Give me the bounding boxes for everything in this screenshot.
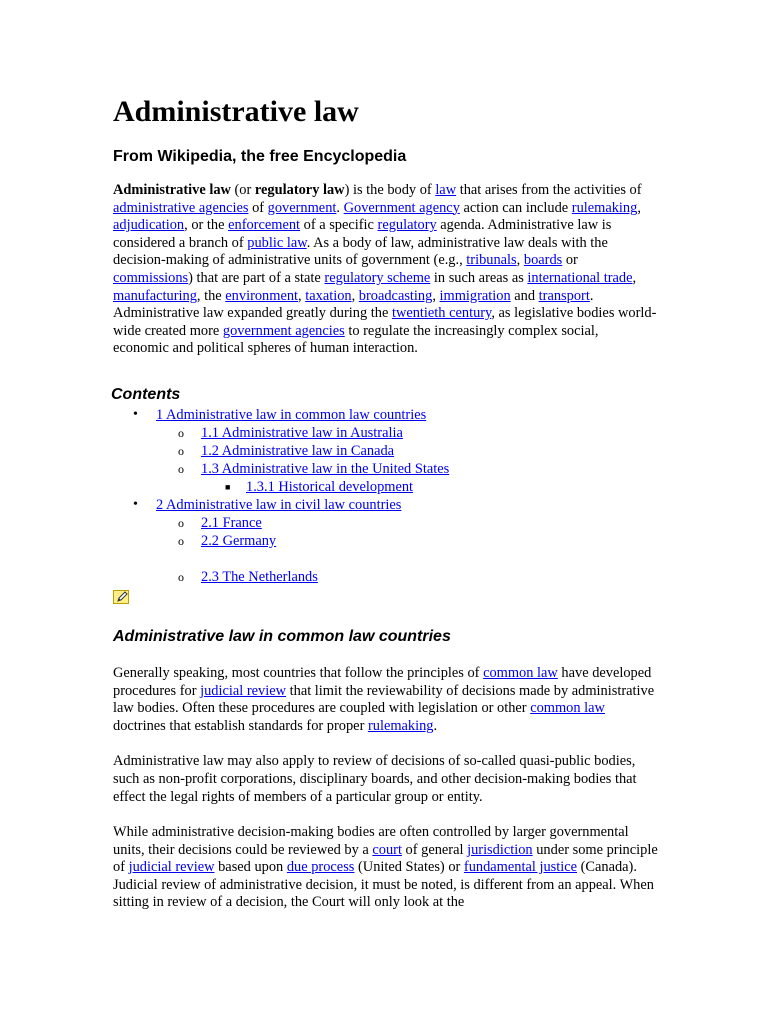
link-common-law[interactable]: common law	[530, 700, 605, 717]
bullet-circle-icon: o	[178, 461, 184, 476]
intro-text: , the	[196, 287, 226, 304]
link-judicial-review[interactable]: judicial review	[128, 859, 215, 876]
toc-link-1-3[interactable]: 1.3 Administrative law in the United States	[201, 460, 450, 477]
link-taxation[interactable]: taxation	[305, 287, 352, 304]
bullet-circle-icon: o	[178, 443, 184, 458]
toc-link-2-2[interactable]: 2.2 Germany	[201, 532, 277, 549]
link-rulemaking[interactable]: rulemaking	[367, 717, 434, 734]
toc-link-1-3-1[interactable]: 1.3.1 Historical development	[246, 478, 414, 495]
link-adjudication[interactable]: adjudication	[113, 217, 185, 234]
toc-link-2-1[interactable]: 2.1 France	[201, 514, 262, 531]
intro-text: ) is the body of	[344, 182, 436, 198]
section1-paragraph-2: Administrative law may also apply to review of decisions of so-called quasi-public bodies, such as non-profit corporations, disciplinary boards, and other decision-making bodies that effect the legal rights of members of a particular group or entity.	[113, 753, 637, 805]
intro-paragraph	[113, 182, 658, 358]
intro-text: . As a body of law, administrative law deals with the decision-making of administrative units of government (e.g.,	[113, 234, 608, 269]
link-broadcasting[interactable]: broadcasting	[358, 287, 433, 304]
intro-text: ,	[637, 199, 641, 216]
intro-text: or	[562, 252, 578, 269]
link-regulatory-scheme[interactable]: regulatory scheme	[324, 269, 431, 286]
page-title: Administrative law	[113, 95, 359, 128]
article-body	[113, 93, 658, 912]
bullet-circle-icon: o	[178, 533, 184, 548]
page-subtitle: From Wikipedia, the free Encyclopedia	[113, 148, 407, 165]
link-jurisdiction[interactable]: jurisdiction	[467, 841, 533, 858]
link-rulemaking[interactable]: rulemaking	[571, 199, 638, 216]
intro-text: agenda. Administrative law is considered a branch of	[113, 217, 612, 251]
intro-text: ,	[351, 287, 359, 304]
link-public-law[interactable]: public law	[247, 234, 307, 251]
intro-text: and	[510, 287, 539, 304]
link-due-process[interactable]: due process	[286, 859, 355, 876]
link-twentieth-century[interactable]: twentieth century	[391, 305, 492, 322]
link-boards[interactable]: boards	[523, 252, 563, 269]
section1-paragraph-3	[113, 824, 658, 912]
bullet-square-icon: ■	[225, 481, 231, 492]
bullet-disc-icon: •	[133, 496, 138, 512]
bullet-circle-icon: o	[178, 425, 184, 440]
link-transport[interactable]: transport	[538, 287, 590, 304]
para-text: that limit the reviewability of decisions made by administrative law bodies. Often these procedures are coupled with legislation or other	[113, 682, 655, 717]
para-text: (Canada). Judicial review of administrative decision, it must be noted, is different from an appeal. When sitting in review of a decision, the Court will only look at the	[113, 859, 654, 911]
para-text: have developed procedures for	[113, 664, 652, 699]
intro-text: action can include	[459, 199, 572, 216]
intro-bold-term: regulatory law	[254, 182, 345, 198]
link-manufacturing[interactable]: manufacturing	[113, 287, 197, 304]
toc-link-1[interactable]: 1 Administrative law in common law countries	[156, 406, 427, 423]
link-government-agencies[interactable]: government agencies	[222, 322, 345, 339]
link-regulatory[interactable]: regulatory	[377, 217, 437, 234]
link-international-trade[interactable]: international trade	[527, 269, 633, 286]
intro-text: of	[248, 199, 268, 216]
link-fundamental-justice[interactable]: fundamental justice	[463, 859, 578, 876]
intro-text: in such areas as	[430, 269, 528, 286]
toc-item	[113, 478, 658, 496]
toc-spacer	[113, 550, 658, 568]
intro-text: , as legislative bodies world-wide created more	[113, 305, 657, 339]
link-common-law[interactable]: common law	[483, 664, 558, 681]
para-text: under some principle of	[113, 841, 658, 876]
intro-text: that arises from the activities of	[456, 182, 642, 198]
toc-item	[113, 568, 658, 586]
para-text: Generally speaking, most countries that follow the principles of	[113, 664, 484, 681]
intro-text: . Administrative law expanded greatly during the	[113, 287, 594, 322]
link-enforcement[interactable]: enforcement	[228, 217, 301, 234]
intro-text: to regulate the increasingly complex social, economic and political spheres of human interaction.	[113, 322, 599, 357]
table-of-contents	[113, 406, 658, 586]
para-text: .	[433, 717, 438, 734]
intro-text: ,	[632, 269, 637, 286]
intro-text: , or the	[184, 217, 229, 234]
para-text: While administrative decision-making bodies are often controlled by larger governmental units, their decisions could be reviewed by a	[113, 824, 629, 858]
toc-item	[113, 514, 658, 532]
para-text: (United States) or	[354, 859, 464, 876]
toc-link-1-2[interactable]: 1.2 Administrative law in Canada	[201, 442, 395, 459]
link-government-agency[interactable]: Government agency	[343, 199, 460, 216]
edit-pencil-icon[interactable]	[113, 590, 129, 604]
link-law[interactable]: law	[435, 182, 457, 198]
bullet-disc-icon: •	[133, 406, 138, 422]
para-text: based upon	[214, 859, 287, 876]
bullet-circle-icon: o	[178, 569, 184, 584]
link-government[interactable]: government	[267, 199, 337, 216]
toc-item	[113, 460, 658, 478]
intro-text: (or	[230, 182, 255, 198]
link-tribunals[interactable]: tribunals	[466, 252, 517, 269]
contents-heading: Contents	[111, 385, 181, 403]
para-text: doctrines that establish standards for proper	[113, 717, 368, 734]
intro-text: ,	[298, 287, 306, 304]
toc-item	[113, 442, 658, 460]
intro-text: .	[336, 199, 344, 216]
toc-item	[113, 406, 658, 424]
intro-text: of a specific	[300, 217, 378, 234]
link-court[interactable]: court	[372, 841, 402, 858]
bullet-circle-icon: o	[178, 515, 184, 530]
toc-link-2-3[interactable]: 2.3 The Netherlands	[201, 568, 318, 585]
toc-item	[113, 496, 658, 514]
link-commissions[interactable]: commissions	[113, 269, 189, 286]
link-environment[interactable]: environment	[225, 287, 299, 304]
section1-paragraph-1	[113, 665, 658, 735]
section-heading-common-law: Administrative law in common law countries	[113, 627, 451, 645]
toc-link-2[interactable]: 2 Administrative law in civil law countries	[156, 496, 402, 513]
para-text: of general	[401, 841, 468, 858]
toc-item	[113, 424, 658, 442]
toc-link-1-1[interactable]: 1.1 Administrative law in Australia	[201, 424, 403, 441]
intro-text: ,	[432, 287, 440, 304]
link-administrative-agencies[interactable]: administrative agencies	[113, 199, 249, 216]
intro-bold-term: Administrative law	[113, 182, 231, 198]
link-immigration[interactable]: immigration	[439, 287, 511, 304]
link-judicial-review[interactable]: judicial review	[200, 682, 287, 699]
toc-item	[113, 532, 658, 550]
intro-text: ,	[516, 252, 524, 269]
intro-text: ) that are part of a state	[188, 269, 325, 286]
